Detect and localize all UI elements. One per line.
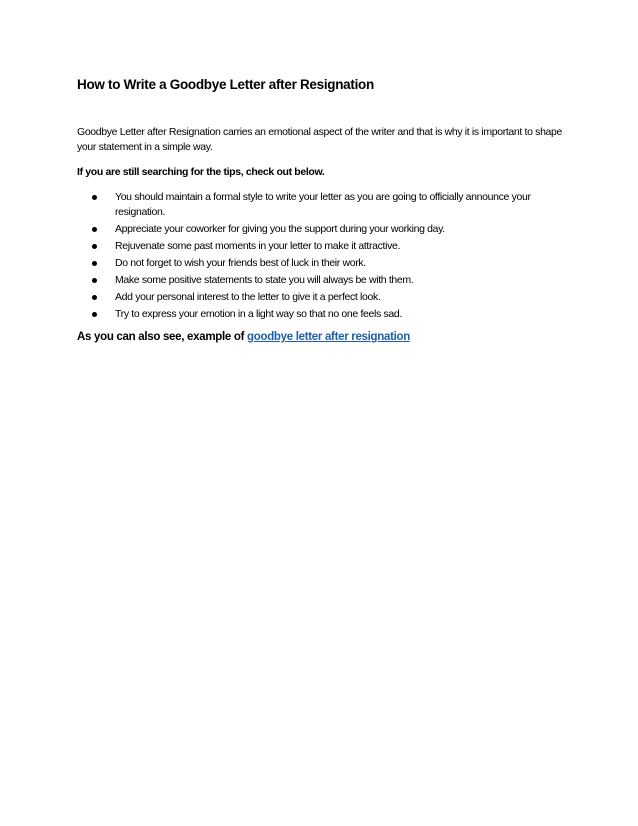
bullet-icon <box>92 312 97 317</box>
list-item-text: Try to express your emotion in a light way so that no one feels sad. <box>115 308 402 320</box>
bullet-icon <box>92 227 97 232</box>
intro-paragraph: Goodbye Letter after Resignation carries an emotional aspect of the writer and that is why it is important to shape your statement in a simple way. <box>77 126 563 153</box>
closing-paragraph <box>77 329 567 345</box>
list-item-text: Appreciate your coworker for giving you the support during your working day. <box>115 223 445 235</box>
bullet-icon <box>92 195 97 200</box>
list-item-text: Do not forget to wish your friends best of luck in their work. <box>115 257 366 269</box>
bullet-icon <box>92 244 97 249</box>
list-item-text: Rejuvenate some past moments in your letter to make it attractive. <box>115 240 401 252</box>
list-item-text: Add your personal interest to the letter to give it a perfect look. <box>115 291 381 303</box>
bullet-icon <box>92 278 97 283</box>
tips-list <box>77 190 567 322</box>
list-item <box>77 307 567 322</box>
resignation-letter-link[interactable]: goodbye letter after resignation <box>247 331 410 343</box>
bullet-icon <box>92 261 97 266</box>
list-item <box>77 239 567 254</box>
list-item <box>77 190 567 220</box>
list-item-text: You should maintain a formal style to write your letter as you are going to officially announce your resignation. <box>115 191 531 218</box>
document-body <box>77 76 567 345</box>
document-title: How to Write a Goodbye Letter after Resignation <box>77 77 374 92</box>
tips-lead-text: If you are still searching for the tips, check out below. <box>77 166 325 178</box>
closing-text: As you can also see, example of <box>77 331 248 343</box>
list-item <box>77 256 567 271</box>
bullet-icon <box>92 295 97 300</box>
list-item <box>77 222 567 237</box>
list-item <box>77 290 567 305</box>
list-item <box>77 273 567 288</box>
list-item-text: Make some positive statements to state you will always be with them. <box>115 274 414 286</box>
